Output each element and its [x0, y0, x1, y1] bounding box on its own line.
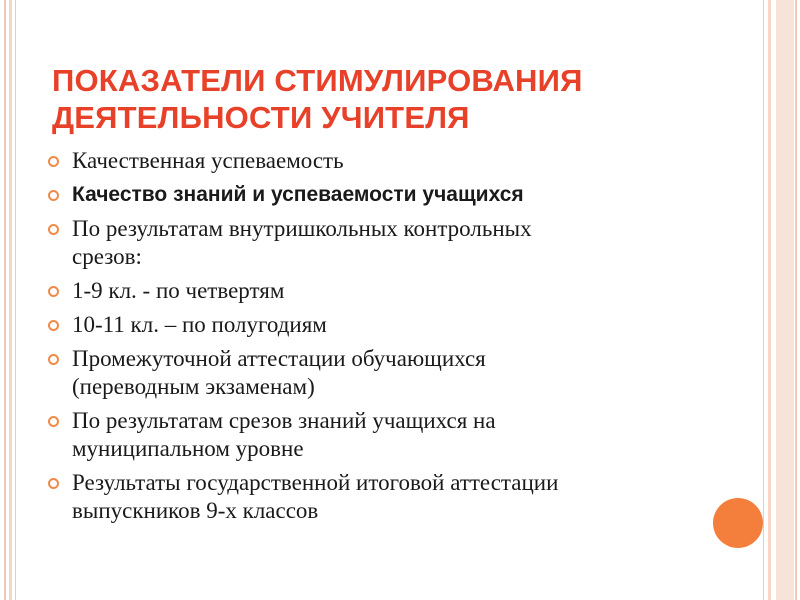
bullet-ring-icon — [48, 416, 59, 427]
right-edge-band — [776, 0, 794, 600]
bullet-text: муниципальном уровне — [72, 436, 304, 461]
bullet-text: Качественная успеваемость — [72, 148, 344, 173]
bullet-ring-icon — [48, 354, 59, 365]
bullet-text: Результаты государственной итоговой аттестации — [72, 470, 559, 495]
right-edge-stripe — [763, 0, 764, 600]
slide-title — [52, 62, 712, 136]
bullet-text: По результатам внутришкольных контрольных — [72, 216, 532, 241]
bullet-text: (переводным экзаменам) — [72, 374, 315, 399]
left-edge-stripe — [4, 0, 6, 600]
bullet-text: 10-11 кл. – по полугодиям — [72, 312, 327, 337]
left-edge-stripe — [9, 0, 12, 600]
bullet-text: выпускников 9-х классов — [72, 498, 319, 523]
bullet-item — [46, 407, 736, 463]
bullet-item — [46, 277, 736, 305]
orange-circle-decoration — [713, 498, 763, 548]
bullet-text: Качество знаний и успеваемости учащихся — [72, 183, 524, 206]
slide-title-line: ПОКАЗАТЕЛИ СТИМУЛИРОВАНИЯ — [52, 63, 583, 98]
bullet-item — [46, 181, 736, 209]
right-edge-stripe — [768, 0, 771, 600]
bullet-item — [46, 311, 736, 339]
bullet-item — [46, 345, 736, 401]
bullet-ring-icon — [48, 286, 59, 297]
bullet-item — [46, 215, 736, 271]
bullet-text: срезов: — [72, 244, 142, 269]
left-edge-stripe — [15, 0, 16, 600]
bullet-text: 1-9 кл. - по четвертям — [72, 278, 285, 303]
bullet-list — [46, 147, 736, 531]
bullet-ring-icon — [48, 478, 59, 489]
bullet-item — [46, 147, 736, 175]
slide-title-line: ДЕЯТЕЛЬНОСТИ УЧИТЕЛЯ — [52, 100, 470, 135]
bullet-ring-icon — [48, 156, 59, 167]
bullet-ring-icon — [48, 190, 59, 201]
bullet-item — [46, 469, 736, 525]
bullet-ring-icon — [48, 224, 59, 235]
bullet-ring-icon — [48, 320, 59, 331]
bullet-text: По результатам срезов знаний учащихся на — [72, 408, 496, 433]
right-edge-stripe — [795, 0, 797, 600]
bullet-text: Промежуточной аттестации обучающихся — [72, 346, 486, 371]
